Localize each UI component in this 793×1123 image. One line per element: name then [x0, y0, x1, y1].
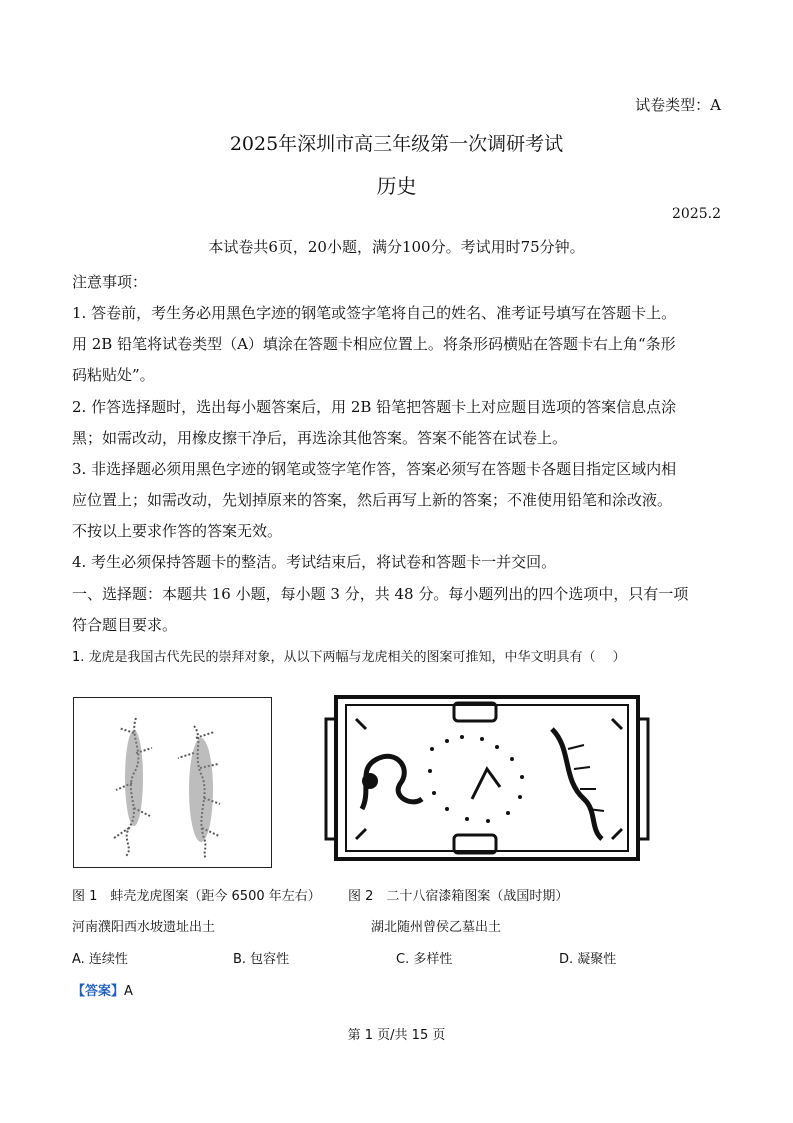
figure-2-caption: 图 2 二十八宿漆箱图案（战国时期） [348, 889, 569, 904]
section-heading: 一、选择题：本题共 16 小题，每小题 3 分，共 48 分。每小题列出的四个选项中，只有一项 [72, 585, 689, 603]
subject-title: 历史 [376, 174, 417, 198]
answer-value: A [124, 984, 133, 999]
option-d: D. 凝聚性 [559, 952, 617, 967]
exam-date: 2025.2 [672, 206, 721, 222]
dragon-tiger-shell-mosaic-icon [74, 698, 271, 867]
option-c: C. 多样性 [396, 952, 453, 967]
exam-summary: 本试卷共6页，20小题，满分100分。考试用时75分钟。 [208, 238, 585, 256]
notice-heading: 注意事项： [72, 273, 148, 291]
notice-line: 码粘贴处”。 [72, 366, 155, 384]
figure-1-image [73, 697, 272, 868]
notice-line: 黑；如需改动，用橡皮擦干净后，再选涂其他答案。答案不能答在试卷上。 [72, 429, 568, 447]
option-a: A. 连续性 [72, 952, 128, 967]
exam-title: 2025年深圳市高三年级第一次调研考试 [229, 133, 564, 155]
notice-line: 用 2B 铅笔将试卷类型（A）填涂在答题卡相应位置上。将条形码横贴在答题卡右上角“条形 [72, 335, 676, 353]
notice-line: 应位置上；如需改动，先划掉原来的答案，然后再写上新的答案；不准使用铅笔和涂改液。 [72, 491, 673, 509]
answer-line [72, 980, 133, 999]
figure-2-image [322, 689, 652, 867]
notice-line: 3. 非选择题必须用黑色字迹的钢笔或签字笔作答，答案必须写在答题卡各题目指定区域内相 [72, 460, 677, 478]
lacquer-box-constellation-icon [322, 689, 652, 867]
answer-label: 【答案】 [72, 984, 125, 999]
notice-line: 不按以上要求作答的答案无效。 [72, 522, 283, 540]
figure-1-caption: 图 1 蚌壳龙虎图案（距今 6500 年左右） [72, 889, 321, 904]
paper-type: 试卷类型：A [635, 96, 721, 114]
notice-line: 1. 答卷前，考生务必用黑色字迹的钢笔或签字笔将自己的姓名、准考证号填写在答题卡上。 [72, 304, 677, 322]
notice-line: 2. 作答选择题时，选出每小题答案后，用 2B 铅笔把答题卡上对应题目选项的答案信息点涂 [72, 398, 677, 416]
notice-line: 4. 考生必须保持答题卡的整洁。考试结束后，将试卷和答题卡一并交回。 [72, 553, 557, 571]
page-number: 第 1 页/共 15 页 [347, 1028, 446, 1043]
figure-1-source: 河南濮阳西水坡遗址出土 [72, 920, 216, 935]
option-b: B. 包容性 [233, 952, 290, 967]
figure-2-source: 湖北随州曾侯乙墓出土 [371, 920, 502, 935]
question-stem: 1. 龙虎是我国古代先民的崇拜对象，从以下两幅与龙虎相关的图案可推知，中华文明具有（ ） [72, 650, 626, 665]
section-heading-cont: 符合题目要求。 [72, 616, 178, 634]
